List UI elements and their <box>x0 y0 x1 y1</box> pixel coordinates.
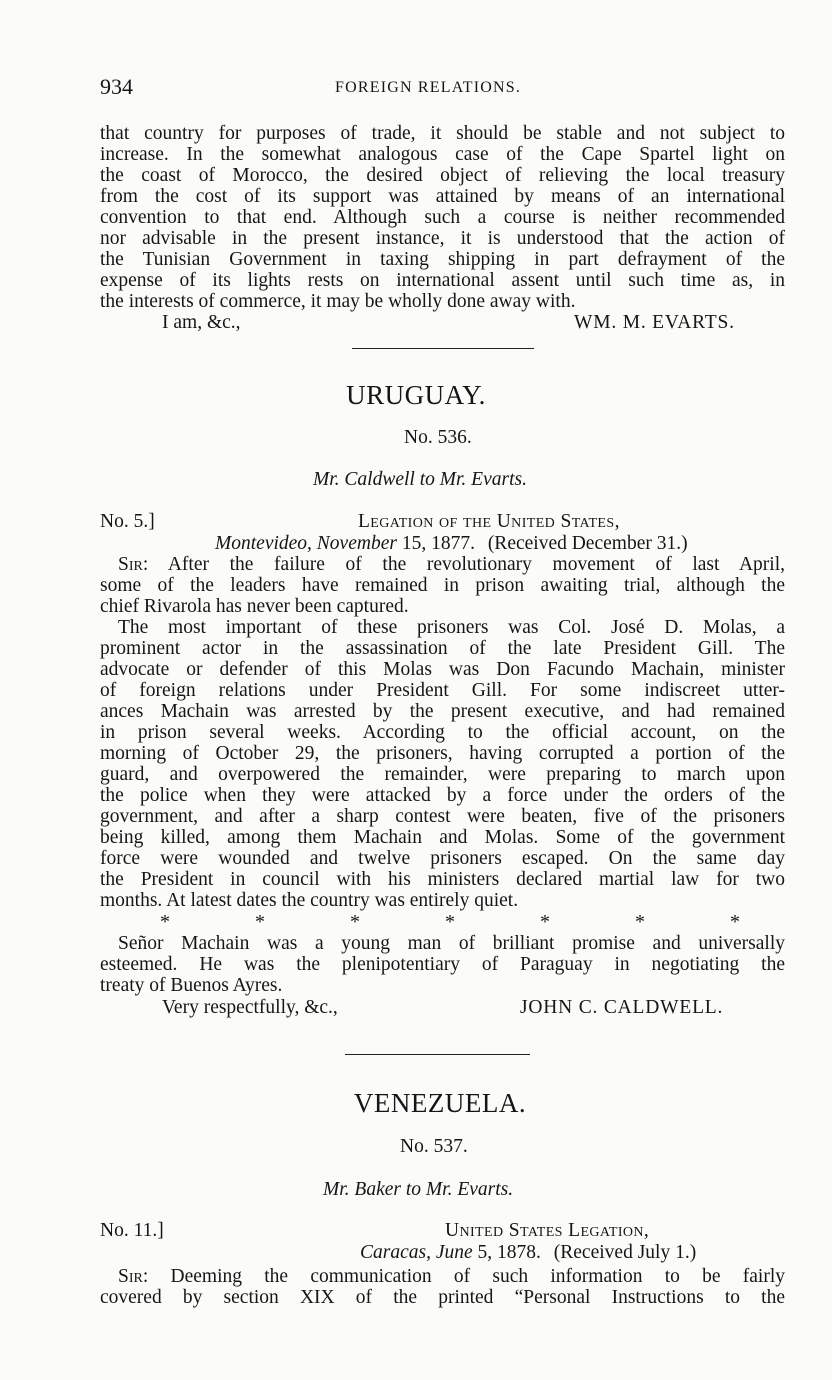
dispatch-number: No. 5.] <box>100 511 155 532</box>
salutation: Sir: <box>118 1266 149 1287</box>
text-line: the interests of commerce, it may be wholly done away with. <box>100 291 576 312</box>
text-line: The most important of these prisoners was Col. José D. Molas, a <box>118 617 785 638</box>
document-number: No. 537. <box>400 1136 468 1157</box>
document-number: No. 536. <box>404 427 472 448</box>
section-heading-venezuela: VENEZUELA. <box>353 1088 527 1118</box>
section-heading-uruguay: URUGUAY. <box>346 380 486 410</box>
section-divider <box>345 1054 530 1055</box>
salutation: Sir: <box>118 554 149 575</box>
section-divider <box>352 348 534 349</box>
text-line <box>118 1267 785 1288</box>
text-span: After the failure of the revolutionary movement of last April, <box>167 554 786 575</box>
place-date-line <box>360 1242 696 1264</box>
closing: Very respectfully, &c., <box>162 997 338 1018</box>
text-line: being killed, among them Machain and Molas. Some of the government <box>100 827 785 848</box>
date: 15, 1877. <box>401 533 475 554</box>
text-line: advocate or defender of this Molas was Don Facundo Machain, minister <box>100 659 785 680</box>
place-date: Montevideo, November <box>215 533 397 554</box>
text-line: esteemed. He was the plenipotentiary of Paraguay in negotiating the <box>100 954 785 975</box>
text-line: chief Rivarola has never been captured. <box>100 596 409 617</box>
text-line: prominent actor in the assassination of the late President Gill. The <box>100 638 785 659</box>
text-line: force were wounded and twelve prisoners escaped. On the same day <box>100 848 785 869</box>
correspondents: Mr. Baker to Mr. Evarts. <box>323 1179 514 1200</box>
dispatch-number: No. 11.] <box>100 1220 164 1241</box>
closing: I am, &c., <box>162 312 241 333</box>
received-note: (Received July 1.) <box>553 1242 697 1263</box>
text-span: Deeming the communication of such information to be fairly <box>170 1266 786 1287</box>
text-line: the President in council with his ministers declared martial law for two <box>100 869 785 890</box>
star: * <box>730 911 740 933</box>
legation-line: Legation of the United States, <box>358 511 620 532</box>
ellipsis-stars <box>160 912 740 932</box>
text-line: the coast of Morocco, the desired object of relieving the local treasury <box>100 165 785 186</box>
star: * <box>445 911 455 933</box>
place-date: Caracas, June <box>360 1242 473 1263</box>
star: * <box>255 911 265 933</box>
legation-line: United States Legation, <box>445 1220 650 1241</box>
text-line: nor advisable in the present instance, it is understood that the action of <box>100 228 785 249</box>
text-line: ances Machain was arrested by the present executive, and had remained <box>100 701 785 722</box>
text-line: government, and after a sharp contest were beaten, five of the prisoners <box>100 806 785 827</box>
place-date-line <box>215 533 688 555</box>
star: * <box>160 911 170 933</box>
text-line: expense of its lights rests on international assent until such time as, in <box>100 270 785 291</box>
text-line: some of the leaders have remained in prison awaiting trial, although the <box>100 575 785 596</box>
star: * <box>350 911 360 933</box>
text-line: covered by section XIX of the printed “Personal Instructions to the <box>100 1287 785 1308</box>
text-line: increase. In the somewhat analogous case of the Cape Spartel light on <box>100 144 785 165</box>
correspondents: Mr. Caldwell to Mr. Evarts. <box>313 469 527 490</box>
text-line: treaty of Buenos Ayres. <box>100 975 283 996</box>
signature: JOHN C. CALDWELL. <box>520 997 724 1018</box>
text-line: from the cost of its support was attained by means of an international <box>100 186 785 207</box>
running-title: FOREIGN RELATIONS. <box>335 79 522 96</box>
text-line <box>118 555 785 576</box>
text-line: guard, and overpowered the remainder, were preparing to march upon <box>100 764 785 785</box>
star: * <box>540 911 550 933</box>
page-number: 934 <box>100 74 133 99</box>
date: 5, 1878. <box>477 1242 541 1263</box>
signature: WM. M. EVARTS. <box>574 312 735 333</box>
text-line: that country for purposes of trade, it should be stable and not subject to <box>100 123 785 144</box>
text-line: of foreign relations under President Gill. For some indiscreet utter- <box>100 680 785 701</box>
text-line: convention to that end. Although such a course is neither recommended <box>100 207 785 228</box>
received-note: (Received December 31.) <box>487 533 688 554</box>
text-line: morning of October 29, the prisoners, having corrupted a portion of the <box>100 743 785 764</box>
text-line: in prison several weeks. According to the official account, on the <box>100 722 785 743</box>
text-line: Señor Machain was a young man of brilliant promise and universally <box>118 933 785 954</box>
text-line: the Tunisian Government in taxing shipping in part defrayment of the <box>100 249 785 270</box>
text-line: months. At latest dates the country was entirely quiet. <box>100 890 519 911</box>
text-line: the police when they were attacked by a force under the orders of the <box>100 785 785 806</box>
star: * <box>635 911 645 933</box>
